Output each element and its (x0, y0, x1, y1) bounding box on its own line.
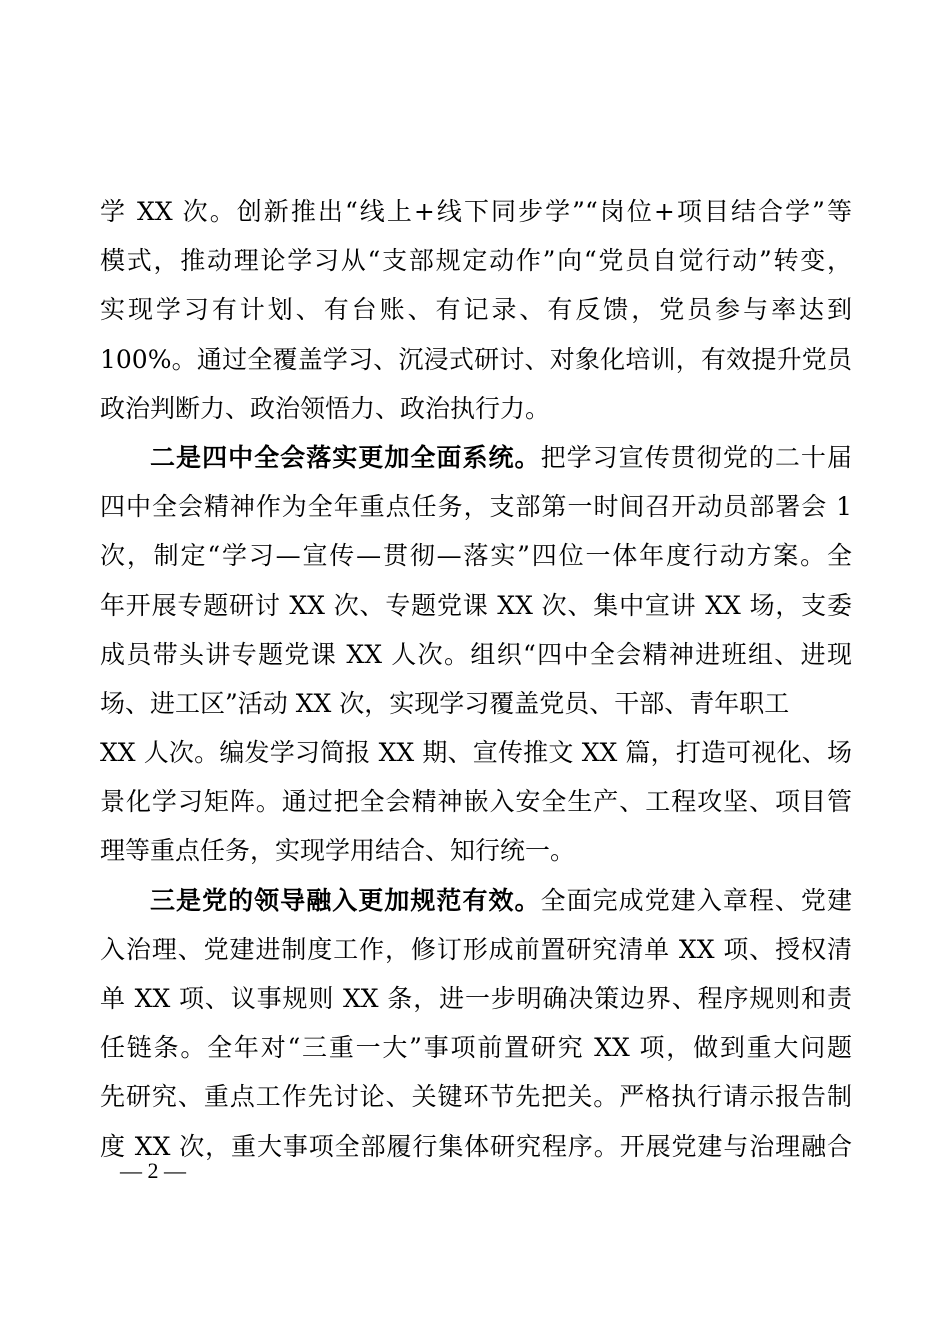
text-line: 景化学习矩阵。通过把全会精神嵌入安全生产、工程攻坚、项目管 (100, 787, 852, 817)
text-line: 场、进工区”活动 XX 次，实现学习覆盖党员、干部、青年职工 (100, 688, 790, 718)
text-line: XX 人次。编发学习简报 XX 期、宣传推文 XX 篇，打造可视化、场 (100, 738, 852, 768)
text-line: 政治判断力、政治领悟力、政治执行力。 (100, 393, 551, 423)
document-body (100, 187, 852, 1171)
text-line: 成员带头讲专题党课 XX 人次。组织“四中全会精神进班组、进现 (100, 639, 852, 669)
text-line: 四中全会精神作为全年重点任务，支部第一时间召开动员部署会 1 (100, 492, 852, 522)
text-line: 入治理、党建进制度工作，修订形成前置研究清单 XX 项、授权清 (100, 934, 852, 964)
text-line: 任链条。全年对“三重一大”事项前置研究 XX 项，做到重大问题 (100, 1033, 852, 1063)
text-line: 理等重点任务，实现学用结合、知行统一。 (100, 836, 576, 866)
page-number: — 2 — (120, 1158, 186, 1183)
text-line: 单 XX 项、议事规则 XX 条，进一步明确决策边界、程序规则和责 (100, 984, 852, 1013)
paragraph-first-line (100, 876, 852, 925)
paragraph-heading: 二是四中全会落实更加全面系统。 (150, 442, 541, 472)
text-line: 实现学习有计划、有台账、有记录、有反馈，党员参与率达到 (100, 295, 852, 325)
paragraph-text: 全面完成党建入章程、党建 (540, 885, 852, 915)
text-line: 先研究、重点工作先讨论、关键环节先把关。严格执行请示报告制 (100, 1082, 852, 1112)
paragraph-text: 把学习宣传贯彻党的二十届 (540, 442, 852, 472)
text-line: 100%。通过全覆盖学习、沉浸式研讨、对象化培训，有效提升党员 (100, 344, 852, 374)
text-line: 度 XX 次，重大事项全部履行集体研究程序。开展党建与治理融合 (100, 1131, 852, 1161)
paragraph-first-line (100, 433, 852, 482)
text-line: 年开展专题研讨 XX 次、专题党课 XX 次、集中宣讲 XX 场，支委 (100, 590, 852, 620)
text-line: 模式，推动理论学习从“支部规定动作”向“党员自觉行动”转变， (100, 246, 852, 276)
text-line: 学 XX 次。创新推出“线上+线下同步学”“岗位+项目结合学”等 (100, 197, 852, 226)
paragraph-heading: 三是党的领导融入更加规范有效。 (150, 885, 541, 915)
text-line: 次，制定“学习—宣传—贯彻—落实”四位一体年度行动方案。全 (100, 541, 852, 571)
